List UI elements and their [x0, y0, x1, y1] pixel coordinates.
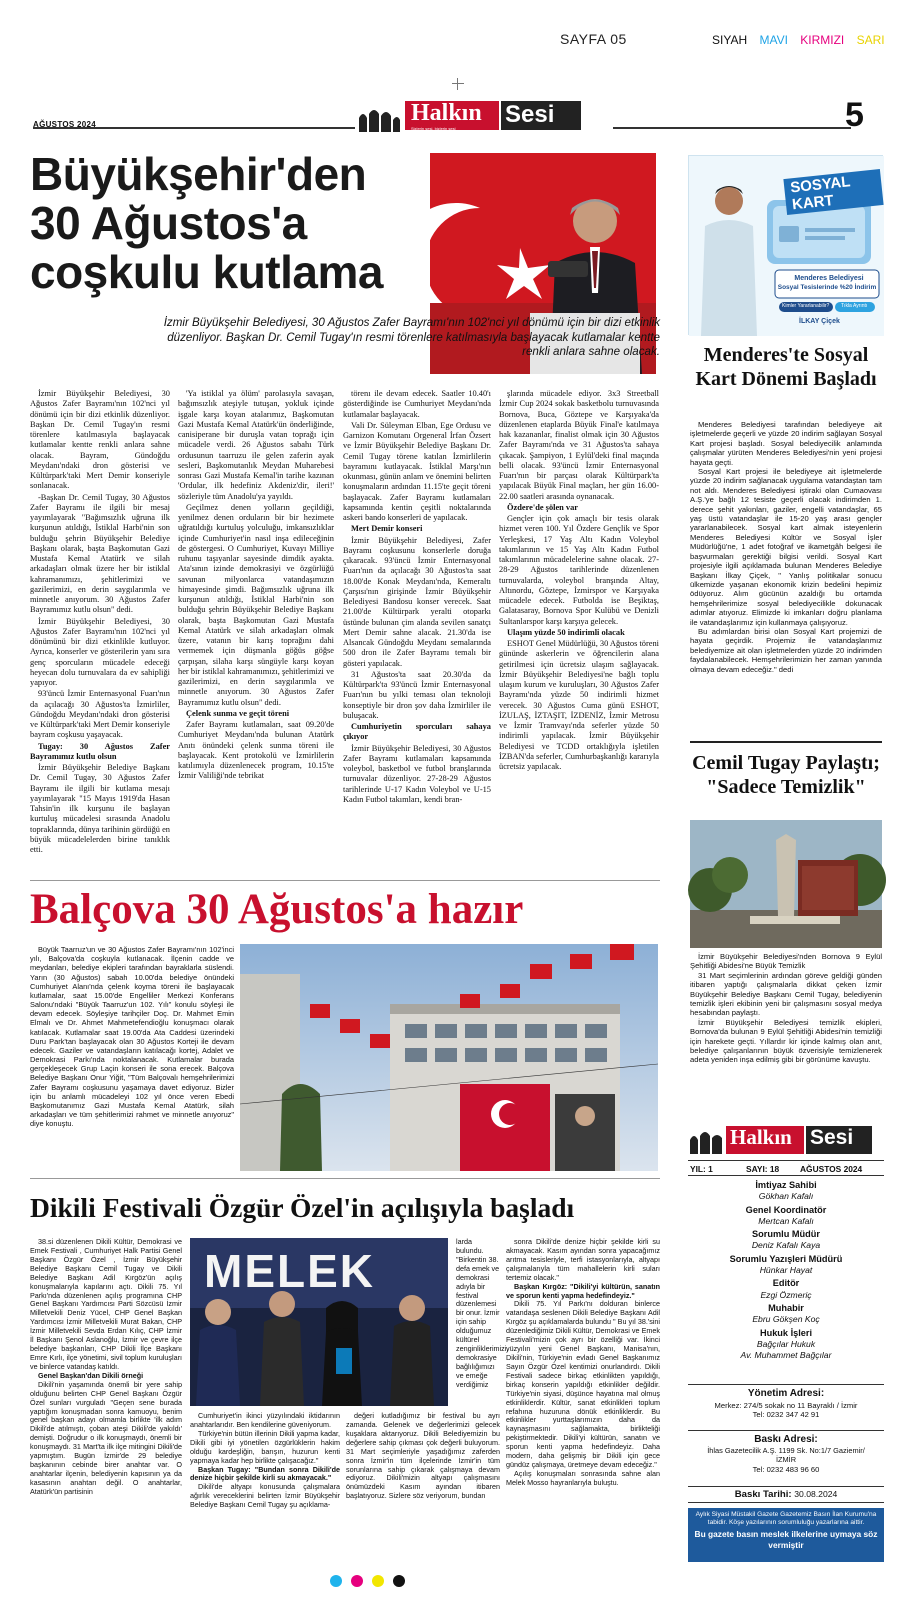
imprint-print-date — [688, 1486, 884, 1503]
color-sari-label: SARI — [856, 33, 885, 47]
role-title-7: Hukuk İşleri — [759, 1327, 813, 1338]
logo-brand-right: Sesi — [505, 101, 555, 128]
dikili-col2-p2: Türkiye'nin bütün illerinin Dikili yapma kadar, Dikili gibi iyi yönetilen özgürlüklerin hakim olduğu kardeşliğin, barışın, huzurun kenti yapmaya kadar hep birlikte çalışacağız." — [190, 1428, 340, 1465]
tugay-box-p2: 31 Mart seçimlerinin ardından göreve geldiği günden itibaren yaptığı çalışmalarla dikkat çeken İzmir Büyükşehir Belediye Başkanı Cemil Tugay, belediyenin temizlik işleri ekibinin yeni bir çalışmasını sosyal medya hesabından paylaştı. — [690, 970, 882, 1018]
role-title-5: Editör — [772, 1278, 800, 1289]
balcova-headline: Balçova 30 Ağustos'a hazır — [30, 886, 524, 933]
yellow-dot — [372, 1575, 384, 1587]
masthead-date: AĞUSTOS 2024 — [33, 120, 97, 129]
footer-pledge: Bu gazete basın meslek ilkelerine uymaya söz vermiştir — [694, 1529, 878, 1550]
balcova-p1: Büyük Taarruz'un ve 30 Ağustos Zafer Bayramı'nın 102'inci yılı, Balçova'da coşkuyla kutlanacak. İlçenin cadde ve meydanları, belediye ekipleri tarafından bayraklarla süslendi. Yarın (30 Ağustos) sabah 10.00'da belediye önündeki Cumhuriyet Alanı'nda çelenk koyma töreni ile başlayacak kutlamalar, saat 15.00'de Engelliler Merkezi Konferans Salonu'ndaki "Büyük Taarruz'un 102. Yılı" konulu söyleşi ile devam edecek. Söyleşiye tarihçiler Doç. Dr. Mahmet Emin Elmalı ve Dr. Ahmet Mahmetefendioğlu konuşmacı olarak katılacak. Kutlamalar saat 19.00'da Ata Caddesi üzerindeki Duru Park'tan başlayacak olan 30 Ağustos Korteji ile devam edecek. Gaziler ve vatandaşların katılacağı kortej, Adalet ve Demokrasi Parkı'nda noktalanacak. Kutlamalar burada gerçekleşecek Grup Laçin konseri ile sona erecek. Balçova Belediye Başkanı Onur Yiğit, "Tüm Balçovalı hemşehrilerimizi Zafer Bayramı coşkusunu yaşamaya davet ediyoruz. Bizler için bu anlamlı mücadeleyi 102 yıl önce veren Ebedi Başkomutanımız Gazi Mustafa Kemal Atatürk, silah arkadaşları ve tüm şehitlerimizi rahmet ve minnetle anıyoruz" diye konuştu. — [30, 945, 234, 1129]
role-name-5: Ezgi Özmeriç — [760, 1289, 812, 1300]
tugay-box-body — [690, 952, 882, 1092]
lead-col3-p2: Vali Dr. Süleyman Elban, Ege Ordusu ve Garnizon Komutanı Orgeneral İrfan Özsert ve İzmir Büyükşehir Belediye Başkanı Dr. Cemil Tugay törene katılan İzmirlilerin bayramını kutlayacak. İstiklal Marşı'nın okunması, günün anlam ve önemini belirten konuşmaların ardından 11.15'te geçit töreni başlayacak. Zafer Bayramı kutlamaları kapsamında kentin çeşitli noktalarında askeri bando konserleri de yapılacak. — [343, 420, 491, 522]
color-mavi-label: MAVI — [759, 33, 788, 47]
dikili-col2-p3: Dikili'de altyapı konusunda çalışmalara ağırlık vereceklerini belirten İzmir Büyükşehir Belediye Başkanı Cemil Tugay şu açıklama- — [190, 1482, 340, 1510]
color-legend — [712, 33, 885, 47]
lead-col4-p3: ESHOT Genel Müdürlüğü, 30 Ağustos töreni gününde askerlerin ve öğrencilerin alana getirilmesi için ücretsiz ulaşım sağlayacak. İzmir Büyükşehir Belediyesi'ne bağlı toplu ulaşım kurum ve kuruluşları, 30 Ağustos Zafer Bayramı'nda yüzde 50 indirimli hizmet verecek. 30 Ağustos Cuma günü ESHOT, İZULAŞ, İZTAŞIT, İZDENİZ, İzmir Metrosu ve İzmir Tramvayı'nda seferler yüzde 50 indirimli yapılacak. İzmir Büyükşehir Belediyesi ve TCDD ortaklığıyla işletilen İZBAN'da seferler, Cumhurbaşkanlığı kararıyla ücretsiz yapılacak. — [499, 639, 659, 771]
tugay-box-headline: Cemil Tugay Paylaştı; "Sadece Temizlik" — [692, 752, 880, 798]
management-address: Merkez: 274/5 sokak no 11 Bayraklı / İzmir — [714, 1401, 858, 1410]
lead-col1-subhead: Tugay: 30 Ağustos Zafer Bayramımız kutlu olsun — [30, 741, 170, 761]
dikili-col4-p2: Dikili 75. Yıl Parkı'nı dolduran binlerce vatandaşa seslenen Dikili Belediye Başkanı Adil Kırgöz şu açıklamalarda bulundu " Bu yıl 38.'sini düzenlediğimiz Dikili Kültür, Demokrasi ve Emek Festivali'mizin çok ayrı bir özelliği var. İkinci yüzyılın yeni Genel Başkanı, Manisa'nın, Dikili'nin, Türkiye'nin evladı Genel Başkanımız Sayın Özgür Özel kentimizi onurlandırdı. Dikili Festivali sadece birkaç etkinlikten yapıldığı, birkaç konserin yapıldığı etkinlikler değildir. Türkiye'nin siyasi, düşünce hayatına mal olmuş etkinliklerdir. Kültür, sanat etkinlikleri toplum refahına huzuruna dönük etkinliklerdir. Bu etkinlikler yurttaşlarımızın daha da kaynaşmasını sağlamakta, birlikteliği pekiştirmektedir. Dikili'yi kültürün, sanatın ve sporun kenti yapma hedefindeyiz. Daha modern, daha gelişmiş bir Dikili için gece gündüz çalışmaya, üretmeye devam edeceğiz." — [506, 1299, 660, 1470]
dikili-col4-p1: sonra Dikili'de denize hiçbir şekilde kirli su akmayacak. Kasım ayından sonra yapacağımız arıtma tesisleriyle, terfi istasyonlarıyla, altyapı çalışmalarıyla tüm mahallelerin kirli suları tertemiz olacak." — [506, 1237, 660, 1282]
registration-mark-top — [452, 78, 464, 90]
print-phone: Tel: 0232 483 96 60 — [752, 1464, 820, 1474]
role-title-6: Muhabir — [768, 1302, 804, 1313]
masthead-logo — [355, 100, 613, 133]
page-label: SAYFA 05 — [560, 31, 627, 47]
dikili-col1-p1: 38.si düzenlenen Dikili Kültür, Demokrasi ve Emek Festivali , Cumhuriyet Halk Partisi Genel Başkanı Özgür Özel , İzmir Büyükşehir Belediye Başkanı Cemil Tugay ve Dikili Belediye Başkanı Adil Kırgöz'ün açılış konuşmalarıyla kapılarını açtı. Dikili 75. Yıl Parkı'nda düzenlenen açılış programına CHP Genel Başkanı Yardımcısı Parti Sözcüsü İzmir Milletvekili Deniz Yücel, CHP Genel Başkan Yardımcısı İzmir Milletvekili Murat Bakan, CHP İzmir Milletvekili Sevda Erdan Kılıç, CHP İzmir İl Başkanı Şenol Aslanoğlu, İzmir ve çevre ilçe belediye başkanları, CHP Dikili İlçe Başkanı Emre Kırlı, ilçe yönetimi, sivil toplum kuruluşları ve binlerce vatandaş katıldı. — [30, 1237, 182, 1371]
dikili-col1-subhead: Genel Başkan'dan Dikili örneği — [38, 1370, 144, 1380]
lead-col3-p4: 31 Ağustos'ta saat 20.30'da da Kültürpark'ta 93'üncü İzmir Enternasyonal Fuarı'nın bu yılki teması olan teknoloji konseptiyle bir dron şov daha İzmirliler ile buluşacak. — [343, 669, 491, 720]
role-name-8: Av. Muhammet Bağçılar — [740, 1350, 832, 1361]
imprint-management — [688, 1384, 884, 1419]
role-name-3: Deniz Kafalı Kaya — [751, 1240, 821, 1251]
dikili-top-rule — [30, 1178, 660, 1179]
lead-col2-subhead: Çelenk sunma ve geçit töreni — [186, 708, 290, 718]
dikili-stage-photo — [190, 1238, 448, 1406]
tugay-box-p3: İzmir Büyükşehir Belediyesi temizlik ekipleri, Bornova'da bulunan 9 Eylül Şehitliği Abidesi'nin temizliği için harekete geçti. Yıllardır kir içinde kalmış olan anıt, belediye çalışanlarının büyük özverisiyle temizlenerek adeta yeniden inşa edilmiş gibi bir görünüme kavuştu. — [690, 1017, 882, 1065]
role-name-7: Bağçılar Hukuk — [756, 1338, 816, 1349]
imprint-brand-right: Sesi — [810, 1126, 854, 1149]
lead-col1-p1: İzmir Büyükşehir Belediyesi, 30 Ağustos Zafer Bayramı'nın 102'nci yıl dönümü için bir dizi etkinlik düzenliyor. Başkan Dr. Cemil Tugay'ın resmi törenlere katılmasıyla başlayacak kutlamalar kentte renkli anlara sahne olacak. Bayram, Gündoğdu Meydanı'ndaki dron gösterisi ve Kültürpark'taki Mert Demir konseriyle sonlanacak. — [30, 389, 170, 491]
logo-figures-icon — [357, 104, 401, 132]
masthead — [33, 96, 881, 140]
lead-headline: Büyükşehir'den 30 Ağustos'a coşkulu kutlama — [30, 148, 383, 298]
dikili-col4-p3: Açılış konuşmaları sonrasında sahne alan Melek Mosso hayranlarıyla buluştu. — [506, 1468, 660, 1487]
imprint-logo — [688, 1122, 884, 1158]
lead-column-1 — [30, 389, 170, 859]
sehitlik-abide-photo — [690, 820, 882, 948]
role-name-1: Gökhan Kafalı — [758, 1191, 814, 1202]
dikili-column-3 — [346, 1412, 500, 1558]
lead-column-2 — [178, 389, 334, 859]
sosyal-kart-banner-line1: Menderes Belediyesi — [794, 275, 864, 282]
dikili-col1-p2: Dikili'nin yaşamında önemli bir yere sahip olduğunu belirten CHP Genel Başkanı Özgür Özel sunları vurguladı "Geçen sene burada yaptığım konuşmadan sonra kamuoyu, benim genel başkan adayı olmamla birlikte 'ilk adım Dikili'de atılmıştı, çoban ateşi Dikili'de yakıldı' demişti. Doğrudur o ilk konuşmaydı, önemli bir konuşmaydı. 31 Mart'ta ilk ilçe mitingini Dikili'de yapmıştım. Bugün İzmir'de 29 belediye başkanının cebinde birer anahtar var. O anahtarlar ilçenin, belediyenin kapısının ya da kasasının anahtarı değil. O anahtarlar, Atatürk'ün partisinin — [30, 1379, 182, 1496]
dikili-headline: Dikili Festivali Özgür Özel'in açılışıyla başladı — [30, 1192, 575, 1223]
sosyal-kart-body — [690, 420, 882, 718]
lead-col3-p5: İzmir Büyükşehir Belediyesi, 30 Ağustos Zafer Bayramı kutlamaları kapsamında voleybol, basketbol ve futbol branşlarında turnuvalar düzenliyor. 27-28-29 Ağustos tarihlerinde U-17 Kadın Voleybol ve U-15 Kadın Futbol takımları, kendi bran- — [343, 743, 491, 804]
role-name-4: Hünkar Hayat — [759, 1265, 813, 1276]
dikili-column-2 — [190, 1412, 340, 1558]
lead-col3-p1: törenı ile devam edecek. Saatler 10.40'ı gösterdiğinde ise Cumhuriyet Meydanı'nda kutlamalar başlayacak. — [343, 389, 491, 419]
dikili-col2-subhead: Başkan Tugay: "Bundan sonra Dikili'de denize hiçbir şekilde kirli su akmayacak." — [190, 1464, 340, 1483]
dikili-col2-side-p1: larda bulundu. "Birkentin 38. defa emek ve demokrasi adıyla bir festival düzenlemesi bir onur. İzmir için sahip olduğumuz kültürel zenginliklerimizi, demokrasiye bağlılığımızı ve emeğe verdiğimiz — [456, 1237, 509, 1389]
print-date-value: 30.08.2024 — [794, 1489, 838, 1499]
sosyal-kart-banner-brand: İLKAY Çiçek — [799, 318, 840, 325]
role-title-4: Sorumlu Yazışleri Müdürü — [729, 1253, 843, 1264]
lead-col4-p1: şlarında mücadele ediyor. 3x3 Streetball İzmir Cup 2024 sokak basketbolu turnuvasında Bornova, Buca, Göztepe ve Karşıyaka'da düzenlenen etaplarda Büyük Final'e katılmaya hak kazananlar, finalist olmak için 30 Ağustos Zafer Bayramı'nda ve 31 Ağustos'ta sahaya çıkacak. Şampiyon, 1 Eylül'deki final maçında belli olacak. 93'üncü İzmir Enternasyonal Fuarı'nın bir parçası olarak Kültürpark'ta yapılacak Büyük Final maçları, her gün 16.00-22.00 saatleri arasında oynanacak. — [499, 389, 659, 501]
logo-tagline: Sizlerin sesi, bizlerin sesi — [411, 126, 456, 131]
print-title: Baskı Adresi: — [754, 1434, 818, 1445]
color-siyah-label: SIYAH — [712, 33, 748, 47]
sosyal-kart-banner-line2: Sosyal Tesislerinde %20 İndirim — [777, 284, 877, 291]
imprint-brand-left: Halkın — [730, 1125, 792, 1149]
role-title-3: Sorumlu Müdür — [752, 1229, 820, 1240]
black-dot — [393, 1575, 405, 1587]
dikili-column-4 — [506, 1238, 660, 1558]
lead-col1-p4: 93'üncü İzmir Enternasyonal Fuarı'nın da açılacağı 30 Ağustos'ta İzmirliler, Gündoğdu Meydanı'ndaki dron gösterisi ve Kültürpark'taki Mert Demir konseriyle bayram coşkusu yaşayacak. — [30, 689, 170, 740]
print-date-label: Baskı Tarihi: — [734, 1489, 792, 1500]
role-title-2: Genel Koordinatör — [745, 1204, 827, 1215]
lead-col1-p3: İzmir Büyükşehir Belediyesi, 30 Ağustos Zafer Bayramı'nın 102'nci yıl dönümünü bir dizi etkinlikle kutluyor. Ayrıca, konserler ve gösterilerin yanı sıra genç sporcuların mücadele edeceği heyecan dolu turnuvalara da ev sahipliği yapıyor. — [30, 616, 170, 687]
dikili-col4-subhead: Başkan Kırgöz: "Dikili'yi kültürün, sanatın ve sporun kenti yapma hedefindeyiz." — [506, 1281, 660, 1300]
lead-col3-subhead2: Cumhuriyetin sporcuları sahaya çıkıyor — [343, 722, 491, 742]
lead-col2-p2: Geçilmez denen yolların geçildiği, yenilmez denen orduların bir bir hezimete uğratıldığı kurtuluş yolculuğu, imkansızlıklar içinde Cumhuriyet'in nasıl inşa edileceğinin de göstergesi. O Cumhuriyet, Kuvayı Milliye ruhunu taşıyanlar sayesinde dimdik ayakta. Ata'sının izinde demokrasiyi ve özgürlüğü savunan milyonlarca vatandaşımızın himayesinde şimdi. Bağımsızlık uğruna ilk kurşunun atıldığı, İstiklal Harbi'nin son bulduğu şehrin Büyükşehir Belediye Başkanı olarak, başta Başkomutan Gazi Mustafa Kemal Atatürk ve silah arkadaşları olmak üzere, vatanın bir karış toprağını dahi vermemek için düşmanla göğüs göğse çarpışan, silaha karşı süngüyle karşı koyan her bir istiklal kahramanımızı, şehitlerimizi ve gazilerimizi, en derin saygılarımla ve minnetle anıyorum. 30 Ağustos Zafer Bayramımız kutlu olsun" dedi. — [178, 502, 334, 707]
lead-col1-p5: İzmir Büyükşehir Belediye Başkanı Dr. Cemil Tugay, 30 Ağustos Zafer Bayramı ile ilgili bir kutlama mesajı yayımlayarak "15 Mayıs 1919'da Hasan Tahsin'in ilk kurşunu ile başlayan kurtuluş mücadelesi sırasında Anadolu topraklarında, dünya tarihinin gördüğü en büyük mücadelelerden birine tanıklık etti. — [30, 763, 170, 854]
lead-column-3 — [343, 389, 491, 859]
lead-col3-subhead: Mert Demir konseri — [351, 524, 423, 534]
management-phone: Tel: 0232 347 42 91 — [752, 1410, 820, 1419]
role-name-2: Mertcan Kafalı — [758, 1215, 814, 1226]
imprint-issue-bar — [688, 1160, 884, 1176]
magenta-dot — [351, 1575, 363, 1587]
tugay-box-top-rule — [690, 741, 882, 743]
color-kirmizi-label: KIRMIZI — [800, 33, 845, 47]
dikili-column-1 — [30, 1238, 182, 1558]
imprint-logo-figures-icon — [688, 1128, 724, 1154]
sosyal-kart-p3: Bu adımlardan birisi olan Sosyal Kart projemizi de hayata geçirdik. Projemiz ile vatandaşlarımız belediyemize ait olan işletmelerden yüzde 20 indirimden faydalanabilecek. Hemşehrilerimizin her zaman yanında olmaya devam edeceğiz." dedi — [690, 626, 882, 674]
logo-brand-left: Halkın — [411, 100, 482, 126]
lead-col4-subhead2: Ulaşım yüzde 50 indirimli olacak — [507, 627, 625, 637]
cyan-dot — [330, 1575, 342, 1587]
imprint-footer — [688, 1508, 884, 1562]
masthead-page-number: 5 — [845, 96, 864, 134]
lead-col2-p3: Zafer Bayramı kutlamaları, saat 09.20'de Cumhuriyet Meydanı'nda bulunan Atatürk Anıtı önündeki çelenk sunma töreni ile başlayacak. Kent protokolü ve İzmirlilerin katılımıyla düzenlenecek program, 10.15'te İzmir Valiliği'nde tebrikat — [178, 720, 334, 781]
imprint-issue: SAYI: 18 — [746, 1164, 780, 1174]
dikili-col3-p1: değeri kutladığımız bir festival bu ayrı zamanda. Gelenek ve değerlerimizi gelecek kuşaklara aktarıyoruz. Dikili Belediyemizin bu değerlere sahip çıkması çok değerli buluyorum. 31 Mart seçimleriyle yaşadığımız zaferden sonra İzmir'in tüm ilçelerinde İzmir'in tüm sorunlarına sahip çıkarak çalışmaya devam ediyoruz. Dikili'mizin altyapı çalışmasını önümüzdeki Kasım ayından itibaren başlatıyoruz. Sizlere söz veriyorum, bundan — [346, 1411, 500, 1501]
management-title: Yönetim Adresi: — [747, 1388, 825, 1399]
sosyal-kart-p2: Sosyal Kart projesi ile belediyeye ait işletmelerde yüzde 20 indirim sağlanacak uygulama vatandaştan tam not aldı. Menderes Belediyesi iştiraki olan Cumaovası A.Ş.'ye bağlı 12 tesiste geçerli olacak indirimden 1. derece şehit yakınları, gaziler, engelli vatandaşlar, 65 yaş üstü vatandaşlar ile 15-20 yaş arası gençler yararlanabilecek. Sosyal kart almak isteyenlerin Menderes Belediyesi Kültür ve Sosyal İşler Müdürlüğü'ne, 1 adet fotoğraf ve ikametgâh belgesi ile başvurmaları gerektiği bilgisi verildi. Sosyal Kart projesiyle ilgili açıklamada bulunan Menderes Belediye Başkanı İlkay Çiçek, " Yanlış politikalar sonucu ülkemizde yaşanan ekonomik krizin bedelini hepimiz ödüyoruz. Alım gücünün azaldığı bu ortamda hemşehrilerimize sosyal belediyecilikle dokunacak adımlar atıyoruz. Elimizde ki imkanları doğru planlama ile vatandaşlarımız için kullanmaya çalışıyoruz. — [690, 467, 882, 627]
dikili-column-2-side — [456, 1237, 509, 1408]
sosyal-kart-banner — [688, 155, 883, 335]
sosyal-kart-banner-title: SOSYAL KART — [783, 169, 883, 215]
imprint-date: AĞUSTOS 2024 — [800, 1164, 863, 1174]
balcova-body — [30, 945, 234, 1175]
lead-column-4 — [499, 389, 659, 859]
balcova-top-rule — [30, 880, 660, 881]
sosyal-kart-p1: Menderes Belediyesi tarafından belediyeye ait işletmelerde geçerli ve yüzde 20 indirim sağlayan Sosyal Kart projesi başladı. Sosyal belediyecilik anlamında çalışmalar yürüten Menderes Belediyesi'nin yeni projesi hayata geçti. — [690, 420, 882, 467]
imprint-print — [688, 1430, 884, 1474]
lead-col4-p2: Gençler için çok amaçlı bir tesis olarak hizmet veren 100. Yıl Özdere Gençlik ve Spor Yerleşkesi, 17 Yaş Altı Kadın Voleybol takımlarının ve 15 Yaş Altı Kadın Futbol takımlarının mücadelelerine sahne olacak. 27-28-29 Ağustos tarihlerinde düzenlenen turnuvalarda, voleybol branşında Altay, Altınordu, Göztepe, İzmirspor ve Karşıyaka mücadele edecek. Futbolda ise Beşiktaş, Galatasaray, Bornova Spor Kulübü ve Denizli Sultanlarspor karşı karşıya gelecek. — [499, 514, 659, 626]
lead-col3-p3: İzmir Büyükşehir Belediyesi, Zafer Bayramı coşkusunu konserlerle doruğa çıkaracak. 93'üncü İzmir Enternasyonal Fuarı'nın da açılacağı 30 Ağustos'ta saat 18.00'de Konak Meydanı'nda, Kemeraltı Çarşısı'nın girişinde İzmir Büyükşehir Belediyesi Bandosu konser verecek. Saat 21.00'de Kültürpark yeralti otoparkı üstünde bulunan çim alanda sevilen sanatçı Mert Demir sahne alacak. 21.30'da ise Alsancak Gündoğdu Meydanı semalarında 500 dron ile Zafer Bayramı temalı bir gösteri yapılacak. — [343, 535, 491, 668]
sosyal-kart-headline: Menderes'te Sosyal Kart Dönemi Başladı — [695, 344, 877, 390]
lead-col2-p1: 'Ya istiklal ya ölüm' parolasıyla savaşan, bağımsızlık ateşiyle tutuşan, yokluk içinde işgale karşı koyan atalarımız, Başkomutan Gazi Mustafa Kemal Atatürk'ün önderliğinde, canisiperane bir duruşla vatan toprağı için mücadele verdi. 26 Ağustos sabahı Türk ordusunun taarruzu ile gelen zaferin ayak sesleri, Başkomutanlık Meydan Muharebesi sonrası Gazi Mustafa Kemal'in tarihe kazınan 'Ordular, ilk hedefiniz Akdeniz'dir, ileri!' sözleriyle tüm Anadolu'ya yayıldı. — [178, 389, 334, 501]
role-title-1: İmtiyaz Sahibi — [755, 1180, 817, 1190]
balcova-building-photo — [240, 944, 658, 1171]
lead-col1-p2: -Başkan Dr. Cemil Tugay, 30 Ağustos Zafer Bayramı ile ilgili bir mesaj yayımlayarak "Bağımsızlık uğruna ilk kurşunun atıldığı, İstiklal Harbi'nin son bulduğu şehrin Büyükşehir Belediye Başkanı olarak, başta Başkomutan Gazi Mustafa Kemal Atatürk ve silah arkadaşları olmak üzere her bir istiklal kahramanımızı, şehitlerimizi ve gazilerimizi, en derin saygılarımla ve minnetle anıyorum. 30 Ağustos Zafer Bayramımız kutlu olsun" dedi. — [30, 492, 170, 615]
sosyal-kart-banner-question: Kimler Yararlanabilir? — [782, 303, 830, 309]
role-name-6: Ebru Gökşen Koç — [752, 1314, 820, 1325]
imprint-roles — [688, 1180, 884, 1361]
footer-text: Aylık Siyasi Müstakil Gazete Gazetemiz Basın İlan Kurumu'na tabidir. Köşe yazılarının sorumluluğu yazarlarına aittir. — [695, 1511, 877, 1527]
lead-deck-visible: İzmir Büyükşehir Belediyesi, 30 Ağustos Zafer Bayramı'nın 102'nci yıl dönümü için bir dizi etkinlik düzenliyor. Başkan Dr. Cemil Tugay'ın resmi törenlere katılmasıyla başlayacak kutlamalar kentte renkli anlara sahne olacak. — [163, 316, 660, 359]
dikili-photo-sign: MELEK — [204, 1245, 375, 1297]
imprint-year: YIL: 1 — [690, 1164, 713, 1174]
imprint-box — [688, 1122, 884, 1562]
registration-dots — [330, 1574, 410, 1592]
dikili-col2-p1: Cumhuriyet'in ikinci yüzyılındaki iktidarının anahtarlarıdır. Ben kendilerine güveniyorum. — [190, 1411, 340, 1429]
print-address: İhlas Gazetecilik A.Ş. 1199 Sk. No:1/7 Gaziemir/İZMİR — [707, 1446, 865, 1464]
lead-col4-subhead: Özdere'de şölen var — [507, 502, 579, 512]
tugay-box-p1: İzmir Büyükşehir Belediyesi'nden Bornova 9 Eylül Şehitliği Abidesi'ne Büyük Temizlik — [690, 952, 882, 971]
sosyal-kart-banner-details: Tıkla Ayrıntı — [841, 303, 868, 309]
